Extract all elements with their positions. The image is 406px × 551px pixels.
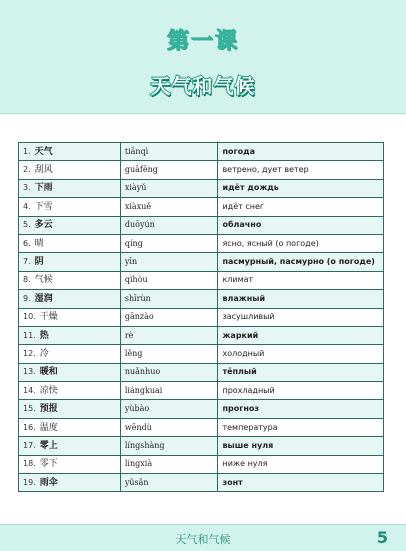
pinyin-cell: qíng [120,234,218,252]
hanzi-cell [19,345,121,363]
table-row [19,326,384,344]
translation-cell: тёплый [218,363,384,381]
row-number: 11. [23,330,36,340]
hanzi-word: 零上 [39,440,58,451]
row-number: 17. [23,440,36,450]
translation-cell: зонт [218,474,384,492]
pinyin-cell: nuǎnhuo [120,363,218,381]
hanzi-cell [19,474,121,492]
translation-cell: выше нуля [218,437,384,455]
table-row [19,271,384,289]
translation-cell: идёт дождь [218,179,384,197]
hanzi-word: 下雨 [34,183,53,194]
hanzi-word: 干燥 [39,312,58,323]
hanzi-cell [19,455,121,473]
pinyin-cell: yǔsǎn [120,474,218,492]
table-row [19,437,384,455]
translation-cell: температура [218,418,384,436]
row-number: 12. [23,348,36,358]
hanzi-word: 多云 [34,220,53,231]
table-row [19,253,384,271]
row-number: 7. [23,257,31,267]
translation-cell: погода [218,143,384,161]
translation-cell: пасмурный, пасмурно (о погоде) [218,253,384,271]
hanzi-word: 气候 [34,275,53,286]
hanzi-word: 零下 [39,459,58,470]
table-row [19,198,384,216]
table-row [19,143,384,161]
hanzi-cell [19,271,121,289]
row-number: 6. [23,238,31,248]
hanzi-word: 下雪 [34,201,53,212]
hanzi-word: 刮风 [34,165,53,176]
row-number: 16. [23,422,36,432]
hanzi-word: 阴 [34,257,44,268]
hanzi-word: 预报 [39,404,58,415]
vocabulary-table [18,142,384,492]
table-row [19,418,384,436]
table-row [19,400,384,418]
hanzi-word: 湿润 [34,293,53,304]
page-number: 5 [376,528,388,547]
row-number: 4. [23,201,31,211]
table-row [19,363,384,381]
hanzi-word: 凉快 [39,385,58,396]
table-row [19,216,384,234]
pinyin-cell: rè [120,326,218,344]
page-header [0,0,406,114]
translation-cell: климат [218,271,384,289]
hanzi-word: 温度 [39,422,58,433]
translation-cell: идёт снег [218,198,384,216]
pinyin-cell: xiàxuě [120,198,218,216]
translation-cell: жаркий [218,326,384,344]
translation-cell: ясно, ясный (о погоде) [218,234,384,252]
pinyin-cell: xiàyǔ [120,179,218,197]
pinyin-cell: língxià [120,455,218,473]
hanzi-cell [19,326,121,344]
hanzi-cell [19,179,121,197]
row-number: 3. [23,183,31,193]
hanzi-cell [19,290,121,308]
hanzi-word: 暖和 [39,367,58,378]
pinyin-cell: wēndù [120,418,218,436]
translation-cell: облачно [218,216,384,234]
hanzi-cell [19,418,121,436]
hanzi-cell [19,216,121,234]
hanzi-cell [19,308,121,326]
table-row [19,345,384,363]
lesson-heading: 第一课 [166,29,239,54]
hanzi-cell [19,253,121,271]
pinyin-cell: duōyún [120,216,218,234]
hanzi-word: 热 [39,330,49,341]
hanzi-word: 冷 [39,348,49,359]
pinyin-cell: tiānqì [120,143,218,161]
row-number: 10. [23,312,36,322]
table-row [19,382,384,400]
page-footer [0,524,406,551]
pinyin-cell: língshàng [120,437,218,455]
table-row [19,290,384,308]
pinyin-cell: yīn [120,253,218,271]
hanzi-cell [19,400,121,418]
table-row [19,161,384,179]
hanzi-word: 天气 [34,146,53,157]
table-row [19,474,384,492]
hanzi-cell [19,143,121,161]
row-number: 8. [23,275,31,285]
row-number: 18. [23,459,36,469]
table-row [19,179,384,197]
translation-cell: холодный [218,345,384,363]
hanzi-word: 晴 [34,238,44,249]
row-number: 13. [23,367,36,377]
pinyin-cell: guāfēng [120,161,218,179]
pinyin-cell: shīrùn [120,290,218,308]
pinyin-cell: liángkuai [120,382,218,400]
row-number: 14. [23,385,36,395]
translation-cell: прогноз [218,400,384,418]
pinyin-cell: yùbào [120,400,218,418]
row-number: 5. [23,220,31,230]
hanzi-cell [19,234,121,252]
row-number: 1. [23,146,31,156]
pinyin-cell: lěng [120,345,218,363]
table-row [19,234,384,252]
pinyin-cell: qìhòu [120,271,218,289]
row-number: 15. [23,404,36,414]
translation-cell: прохладный [218,382,384,400]
row-number: 2. [23,165,31,175]
page-title: 天气和气候 [150,74,256,98]
row-number: 9. [23,293,31,303]
hanzi-cell [19,363,121,381]
hanzi-cell [19,198,121,216]
table-row [19,308,384,326]
hanzi-cell [19,161,121,179]
translation-cell: ветрено, дует ветер [218,161,384,179]
translation-cell: засушливый [218,308,384,326]
hanzi-word: 雨伞 [39,477,58,488]
footer-title: 天气和气候 [175,533,231,546]
hanzi-cell [19,437,121,455]
table-row [19,455,384,473]
translation-cell: ниже нуля [218,455,384,473]
hanzi-cell [19,382,121,400]
pinyin-cell: gānzào [120,308,218,326]
translation-cell: влажный [218,290,384,308]
row-number: 19. [23,477,36,487]
